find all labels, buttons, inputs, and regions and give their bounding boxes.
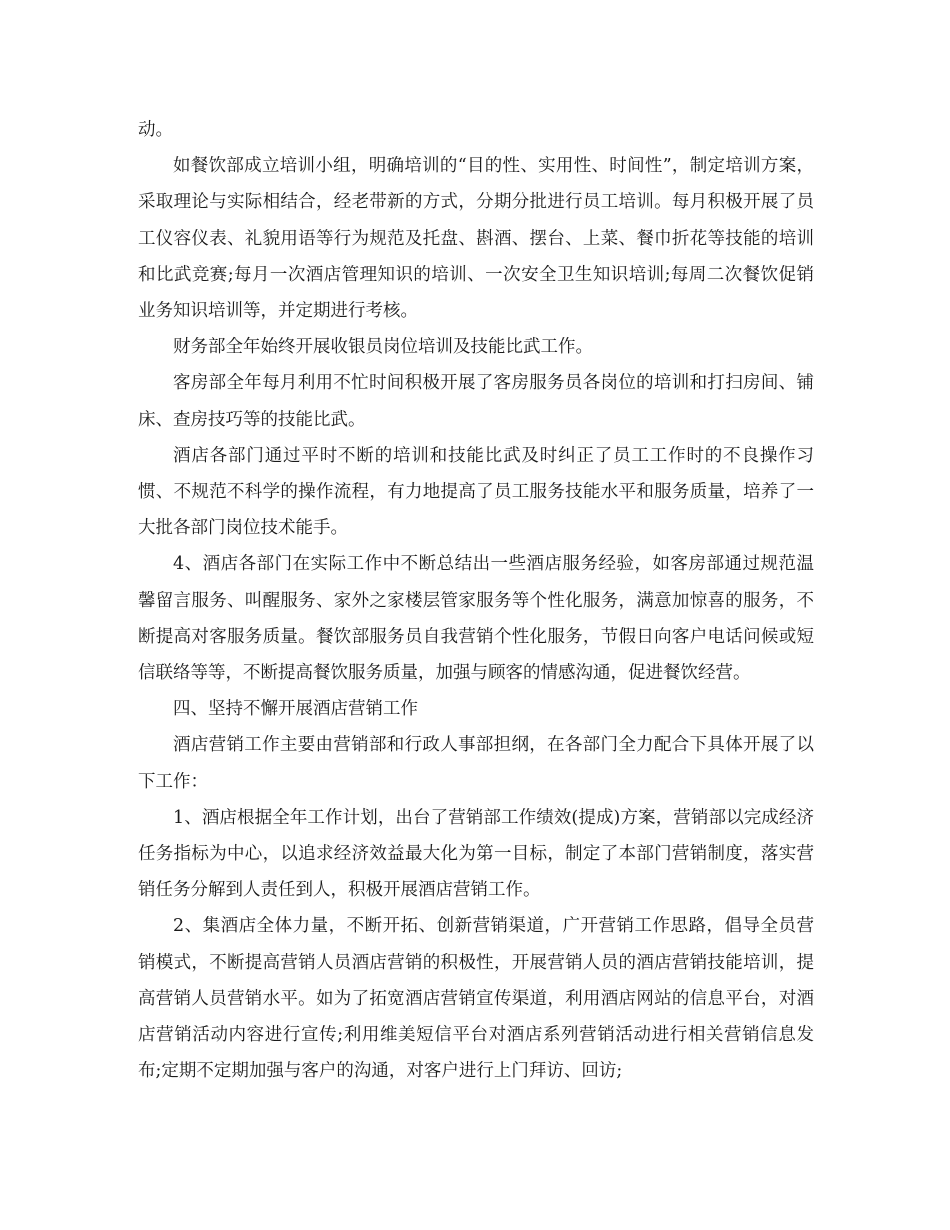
paragraph: 动。 — [138, 120, 173, 140]
paragraph: 财务部全年始终开展收银员岗位培训及技能比武工作。 — [173, 337, 593, 358]
paragraph: 如餐饮部成立培训小组，明确培训的“目的性、实用性、时间性”，制定培训方案，采取理论与实际相结合，经老带新的方式，分期分批进行员工培训。每月积极开展了员工仪容仪表、礼貌用语等行为规范及托盘、斟酒、摆台、上菜、餐巾折花等技能的培训和比武竞赛;每月一次酒店管理知识的培训、一次安全卫生知识培训;每周二次餐饮促销业务知识培训等，并定期进行考核。 — [138, 156, 814, 322]
paragraph: 1、酒店根据全年工作计划，出台了营销部工作绩效(提成)方案，营销部以完成经济任务指标为中心，以追求经济效益最大化为第一目标，制定了本部门营销制度，落实营销任务分解到人责任到人，积极开展酒店营销工作。 — [138, 807, 814, 901]
section-heading: 四、坚持不懈开展酒店营销工作 — [173, 699, 418, 720]
paragraph: 客房部全年每月利用不忙时间积极开展了客房服务员各岗位的培训和打扫房间、铺床、查房技巧等的技能比武。 — [138, 373, 814, 430]
document-body — [138, 112, 814, 1089]
paragraph: 2、集酒店全体力量，不断开拓、创新营销渠道，广开营销工作思路，倡导全员营销模式，不断提高营销人员酒店营销的积极性，开展营销人员的酒店营销技能培训，提高营销人员营销水平。如为了拓宽酒店营销宣传渠道，利用酒店网站的信息平台，对酒店营销活动内容进行宣传;利用维美短信平台对酒店系列营销活动进行相关营销信息发布;定期不定期加强与客户的沟通，对客户进行上门拜访、回访; — [138, 916, 814, 1082]
paragraph: 4、酒店各部门在实际工作中不断总结出一些酒店服务经验，如客房部通过规范温馨留言服务、叫醒服务、家外之家楼层管家服务等个性化服务，满意加惊喜的服务，不断提高对客服务质量。餐饮部服务员自我营销个性化服务，节假日向客户电话问候或短信联络等等，不断提高餐饮服务质量，加强与顾客的情感沟通，促进餐饮经营。 — [138, 554, 814, 684]
paragraph: 酒店营销工作主要由营销部和行政人事部担纲，在各部门全力配合下具体开展了以下工作： — [138, 735, 814, 792]
paragraph: 酒店各部门通过平时不断的培训和技能比武及时纠正了员工工作时的不良操作习惯、不规范不科学的操作流程，有力地提高了员工服务技能水平和服务质量，培养了一大批各部门岗位技术能手。 — [138, 445, 814, 539]
